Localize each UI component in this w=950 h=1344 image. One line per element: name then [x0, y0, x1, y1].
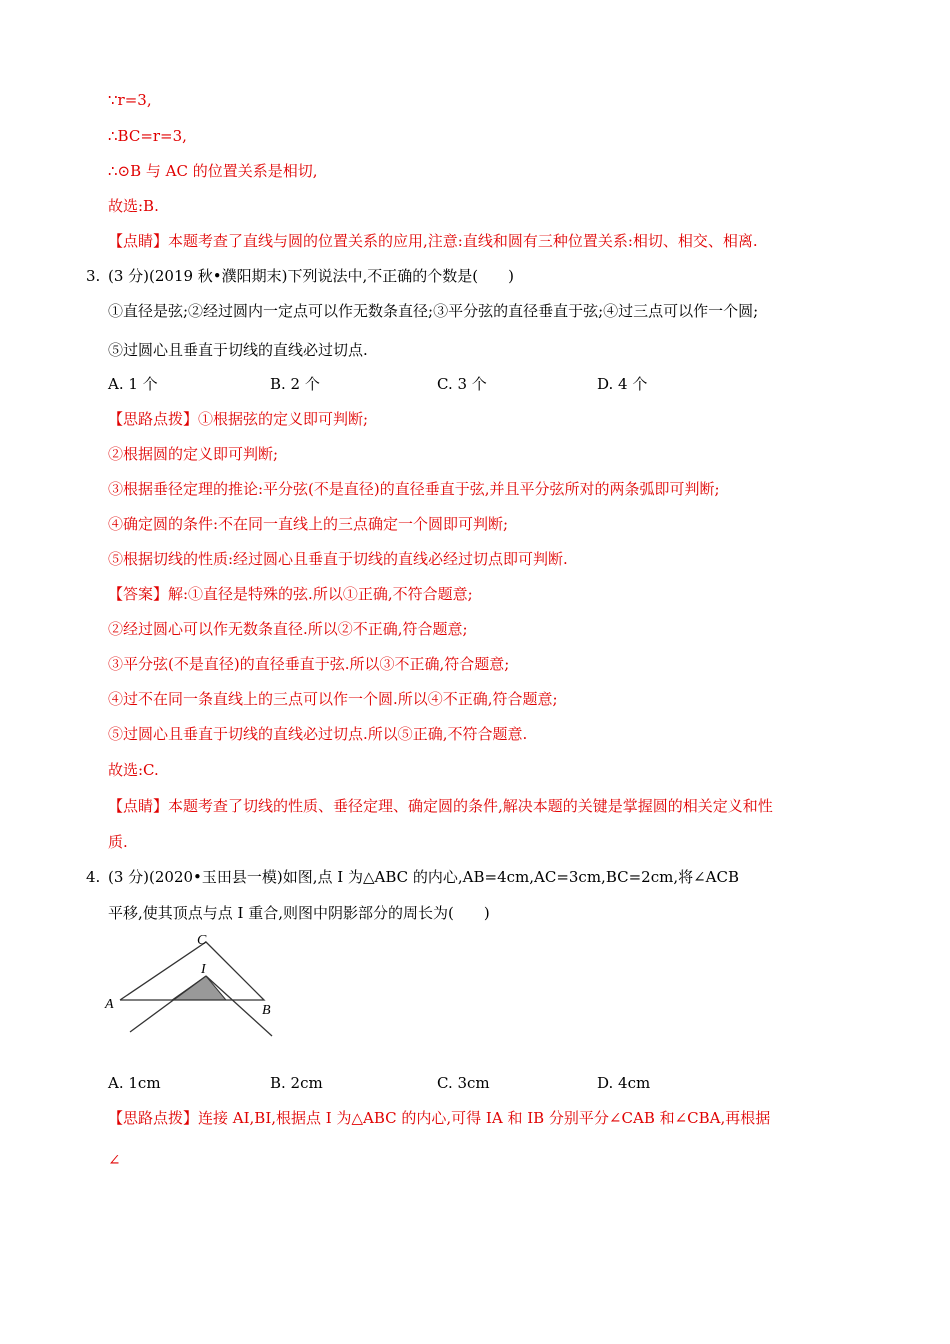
- q3-option-a: A. 1 个: [108, 375, 158, 393]
- q3-statements-1: ①直径是弦;②经过圆内一定点可以作无数条直径;③平分弦的直径垂直于弦;④过三点可以作一个圆;: [108, 302, 759, 320]
- q4-stem-2: 平移,使其顶点与点 I 重合,则图中阴影部分的周长为( ): [108, 904, 490, 922]
- label-a: A: [105, 997, 114, 1012]
- q3-answer-choice: 故选:C.: [108, 761, 159, 779]
- q3-option-b: B. 2 个: [270, 375, 320, 393]
- solution-line-tangent: ∴⊙B 与 AC 的位置关系是相切,: [108, 162, 318, 180]
- q3-answer-1: 【答案】解:①直径是特殊的弦.所以①正确,不符合题意;: [108, 585, 473, 603]
- solution-line-r: ∵r=3,: [108, 91, 152, 109]
- q3-hint-3: ③根据垂径定理的推论:平分弦(不是直径)的直径垂直于弦,并且平分弦所对的两条弧即可判断;: [108, 480, 720, 498]
- q4-triangle-figure: [100, 928, 290, 1040]
- comment-q2: 【点睛】本题考查了直线与圆的位置关系的应用,注意:直线和圆有三种位置关系:相切、相交、相离.: [108, 232, 758, 250]
- q3-option-d: D. 4 个: [597, 375, 648, 393]
- q3-hint-1: 【思路点拨】①根据弦的定义即可判断;: [108, 410, 369, 428]
- q3-comment-1: 【点睛】本题考查了切线的性质、垂径定理、确定圆的条件,解决本题的关键是掌握圆的相关定义和性: [108, 797, 773, 815]
- solution-line-bc: ∴BC=r=3,: [108, 127, 187, 145]
- label-i: I: [201, 962, 206, 977]
- q3-hint-2: ②根据圆的定义即可判断;: [108, 445, 279, 463]
- q3-number: 3.: [86, 267, 101, 285]
- q3-answer-3: ③平分弦(不是直径)的直径垂直于弦.所以③不正确,符合题意;: [108, 655, 510, 673]
- q3-answer-2: ②经过圆心可以作无数条直径.所以②不正确,符合题意;: [108, 620, 468, 638]
- q4-hint-2: ∠: [108, 1151, 121, 1169]
- label-b: B: [262, 1003, 271, 1018]
- q4-option-a: A. 1cm: [108, 1074, 161, 1092]
- q3-option-c: C. 3 个: [437, 375, 487, 393]
- q3-hint-4: ④确定圆的条件:不在同一直线上的三点确定一个圆即可判断;: [108, 515, 509, 533]
- q4-number: 4.: [86, 868, 101, 886]
- q3-comment-2: 质.: [108, 833, 128, 851]
- translated-ray-left: [130, 976, 206, 1032]
- q4-hint-1: 【思路点拨】连接 AI,BI,根据点 I 为△ABC 的内心,可得 IA 和 IB 分别平分∠CAB 和∠CBA,再根据: [108, 1109, 771, 1127]
- q3-hint-5: ⑤根据切线的性质:经过圆心且垂直于切线的直线必经过切点即可判断.: [108, 550, 568, 568]
- q4-option-b: B. 2cm: [270, 1074, 323, 1092]
- q3-stem: (3 分)(2019 秋•濮阳期末)下列说法中,不正确的个数是( ): [108, 267, 514, 285]
- q4-option-c: C. 3cm: [437, 1074, 490, 1092]
- solution-choice-b: 故选:B.: [108, 197, 159, 215]
- q3-statements-2: ⑤过圆心且垂直于切线的直线必过切点.: [108, 341, 368, 359]
- q4-option-d: D. 4cm: [597, 1074, 651, 1092]
- label-c: C: [197, 933, 207, 948]
- q4-stem-1: (3 分)(2020•玉田县一模)如图,点 I 为△ABC 的内心,AB=4cm,AC=3cm,BC=2cm,将∠ACB: [108, 868, 740, 886]
- q3-answer-5: ⑤过圆心且垂直于切线的直线必过切点.所以⑤正确,不符合题意.: [108, 725, 528, 743]
- shaded-triangle: [172, 976, 226, 1000]
- q3-answer-4: ④过不在同一条直线上的三点可以作一个圆.所以④不正确,符合题意;: [108, 690, 558, 708]
